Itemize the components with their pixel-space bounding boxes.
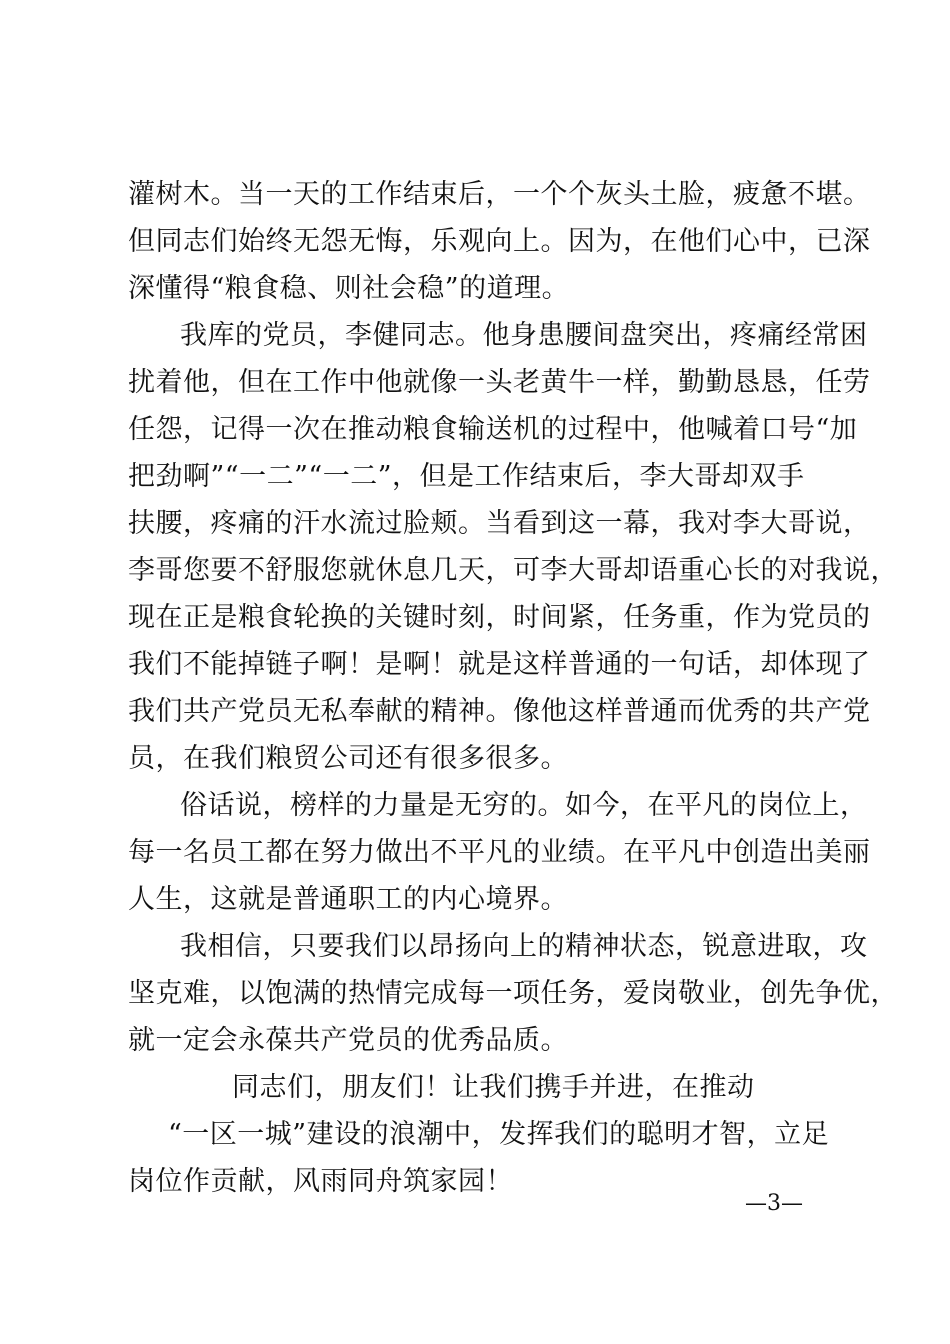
text-line: 人生，这就是普通职工的内心境界。 <box>128 884 568 915</box>
text-line: 坚克难，以饱满的热情完成每一项任务，爱岗敬业，创先争优， <box>128 978 898 1009</box>
paragraph-first-line: 同志们，朋友们！让我们携手并进，在推动 <box>232 1072 755 1103</box>
text-line: 深懂得“粮食稳、则社会稳”的道理。 <box>128 273 570 304</box>
text-line: “一区一城”建设的浪潮中，发挥我们的聪明才智，立足 <box>168 1119 830 1150</box>
text-line: 员，在我们粮贸公司还有很多很多。 <box>128 743 568 774</box>
text-line: 扶腰，疼痛的汗水流过脸颊。当看到这一幕，我对李大哥说， <box>128 508 871 539</box>
text-line: 扰着他，但在工作中他就像一头老黄牛一样，勤勤恳恳，任劳 <box>128 367 871 398</box>
text-line: 岗位作贡献，风雨同舟筑家园！ <box>128 1166 513 1197</box>
text-line: 每一名员工都在努力做出不平凡的业绩。在平凡中创造出美丽 <box>128 837 871 868</box>
text-line: 我们共产党员无私奉献的精神。像他这样普通而优秀的共产党 <box>128 696 871 727</box>
page-number: —3— <box>745 1191 803 1216</box>
paragraph-first-line: 俗话说，榜样的力量是无穷的。如今，在平凡的岗位上， <box>180 790 868 821</box>
text-line: 就一定会永葆共产党员的优秀品质。 <box>128 1025 568 1056</box>
text-line: 灌树木。当一天的工作结束后，一个个灰头土脸，疲惫不堪。 <box>128 179 871 210</box>
paragraph-first-line: 我相信，只要我们以昂扬向上的精神状态，锐意进取，攻 <box>180 931 868 962</box>
text-line: 把劲啊”“一二”“一二”，但是工作结束后，李大哥却双手 <box>128 461 805 492</box>
text-line: 任怨，记得一次在推动粮食输送机的过程中，他喊着口号“加 <box>128 414 858 445</box>
text-line: 李哥您要不舒服您就休息几天，可李大哥却语重心长的对我说， <box>128 555 898 586</box>
paragraph-first-line: 我库的党员，李健同志。他身患腰间盘突出，疼痛经常困 <box>180 320 868 351</box>
text-line: 但同志们始终无怨无悔，乐观向上。因为，在他们心中，已深 <box>128 226 871 257</box>
text-line: 我们不能掉链子啊！是啊！就是这样普通的一句话，却体现了 <box>128 649 871 680</box>
text-line: 现在正是粮食轮换的关键时刻，时间紧，任务重，作为党员的 <box>128 602 871 633</box>
